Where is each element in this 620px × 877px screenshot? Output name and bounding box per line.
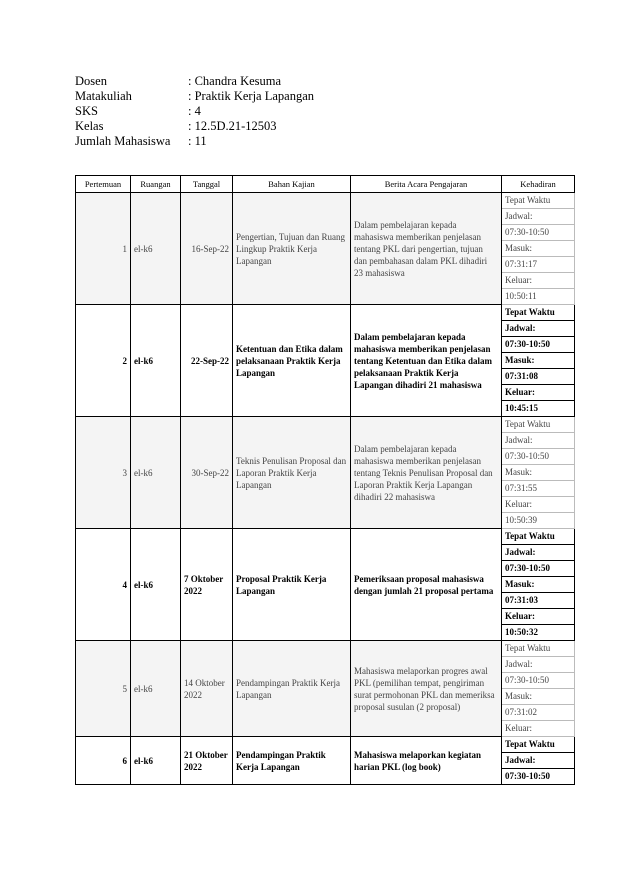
attendance-label: Jadwal:: [502, 209, 575, 225]
attendance-value: 07:30-10:50: [502, 225, 575, 241]
attendance-status: Tepat Waktu: [502, 305, 575, 321]
meeting-number: 2: [76, 305, 131, 417]
attendance-value: 07:31:03: [502, 593, 575, 609]
room: el-k6: [131, 305, 181, 417]
attendance-label: Jadwal:: [502, 753, 575, 769]
table-row: [76, 529, 575, 545]
meeting-number: 4: [76, 529, 131, 641]
room: el-k6: [131, 641, 181, 737]
info-row: [75, 134, 314, 149]
info-label: Kelas: [75, 119, 104, 133]
attendance-label: Masuk:: [502, 465, 575, 481]
table-row: [76, 193, 575, 209]
date: 7 Oktober 2022: [181, 529, 233, 641]
attendance-label: Jadwal:: [502, 545, 575, 561]
topic: Teknis Penulisan Proposal dan Laporan Praktik Kerja Lapangan: [233, 417, 351, 529]
info-value: : 11: [188, 134, 207, 148]
report: Mahasiswa melaporkan kegiatan harian PKL (log book): [351, 737, 502, 785]
attendance-value: 07:30-10:50: [502, 337, 575, 353]
attendance-label: Keluar:: [502, 273, 575, 289]
topic: Ketentuan dan Etika dalam pelaksanaan Praktik Kerja Lapangan: [233, 305, 351, 417]
attendance-status: Tepat Waktu: [502, 529, 575, 545]
info-value: : 4: [188, 104, 201, 118]
info-label: SKS: [75, 104, 98, 118]
report: Pemeriksaan proposal mahasiswa dengan jumlah 21 proposal pertama: [351, 529, 502, 641]
header-ruangan: Ruangan: [131, 176, 181, 193]
report: Dalam pembelajaran kepada mahasiswa memberikan penjelasan tentang Ketentuan dan Etika dalam pelaksanaan Praktik Kerja Lapangan dihadiri 21 mahasiswa: [351, 305, 502, 417]
table-row: [76, 737, 575, 753]
attendance-label: Jadwal:: [502, 657, 575, 673]
attendance-value: 10:50:39: [502, 513, 575, 529]
header-pertemuan: Pertemuan: [76, 176, 131, 193]
room: el-k6: [131, 417, 181, 529]
room: el-k6: [131, 193, 181, 305]
meeting-number: 1: [76, 193, 131, 305]
attendance-status: Tepat Waktu: [502, 193, 575, 209]
room: el-k6: [131, 737, 181, 785]
room: el-k6: [131, 529, 181, 641]
attendance-value: 07:31:55: [502, 481, 575, 497]
attendance-label: Keluar:: [502, 385, 575, 401]
info-value: : Praktik Kerja Lapangan: [188, 89, 314, 103]
attendance-value: 10:50:32: [502, 625, 575, 641]
attendance-label: Masuk:: [502, 577, 575, 593]
attendance-value: 07:30-10:50: [502, 561, 575, 577]
attendance-label: Keluar:: [502, 609, 575, 625]
topic: Pengertian, Tujuan dan Ruang Lingkup Praktik Kerja Lapangan: [233, 193, 351, 305]
report: Dalam pembelajaran kepada mahasiswa memberikan penjelasan tentang PKL dari pengertian, tujuan dan pembahasan dalam PKL dihadiri 23 mahasiswa: [351, 193, 502, 305]
info-row: [75, 104, 314, 119]
table-header: [76, 176, 575, 193]
attendance-label: Masuk:: [502, 241, 575, 257]
attendance-status: Tepat Waktu: [502, 737, 575, 753]
table-row: [76, 641, 575, 657]
attendance-value: 07:30-10:50: [502, 449, 575, 465]
date: 14 Oktober 2022: [181, 641, 233, 737]
meeting-number: 3: [76, 417, 131, 529]
attendance-label: Masuk:: [502, 353, 575, 369]
attendance-table: [75, 175, 575, 785]
attendance-value: 07:31:17: [502, 257, 575, 273]
date: 21 Oktober 2022: [181, 737, 233, 785]
table-row: [76, 417, 575, 433]
attendance-value: 07:31:02: [502, 705, 575, 721]
table-row: [76, 305, 575, 321]
info-row: [75, 119, 314, 134]
header-berita-acara: Berita Acara Pengajaran: [351, 176, 502, 193]
attendance-label: Keluar:: [502, 721, 575, 737]
header-tanggal: Tanggal: [181, 176, 233, 193]
attendance-status: Tepat Waktu: [502, 641, 575, 657]
info-value: : 12.5D.21-12503: [188, 119, 277, 133]
info-label: Jumlah Mahasiswa: [75, 134, 171, 148]
attendance-status: Tepat Waktu: [502, 417, 575, 433]
date: 22-Sep-22: [181, 305, 233, 417]
attendance-value: 07:30-10:50: [502, 769, 575, 785]
attendance-value: 10:50:11: [502, 289, 575, 305]
report: Dalam pembelajaran kepada mahasiswa memberikan penjelasan tentang Teknis Penulisan Proposal dan Laporan Praktik Kerja Lapangan dihadiri 22 mahasiswa: [351, 417, 502, 529]
info-value: : Chandra Kesuma: [188, 74, 282, 88]
header-bahan-kajian: Bahan Kajian: [233, 176, 351, 193]
attendance-label: Keluar:: [502, 497, 575, 513]
info-row: [75, 89, 314, 104]
attendance-label: Masuk:: [502, 689, 575, 705]
meeting-number: 6: [76, 737, 131, 785]
attendance-label: Jadwal:: [502, 433, 575, 449]
date: 30-Sep-22: [181, 417, 233, 529]
info-row: [75, 74, 314, 89]
info-label: Dosen: [75, 74, 107, 88]
header-kehadiran: Kehadiran: [502, 176, 575, 193]
attendance-value: 10:45:15: [502, 401, 575, 417]
date: 16-Sep-22: [181, 193, 233, 305]
info-label: Matakuliah: [75, 89, 132, 103]
attendance-label: Jadwal:: [502, 321, 575, 337]
attendance-value: 07:30-10:50: [502, 673, 575, 689]
course-info: [75, 74, 314, 149]
topic: Proposal Praktik Kerja Lapangan: [233, 529, 351, 641]
attendance-value: 07:31:08: [502, 369, 575, 385]
meeting-number: 5: [76, 641, 131, 737]
topic: Pendampingan Praktik Kerja Lapangan: [233, 737, 351, 785]
topic: Pendampingan Praktik Kerja Lapangan: [233, 641, 351, 737]
report: Mahasiswa melaporkan progres awal PKL (pemilihan tempat, pengiriman surat permohonan PKL dan memeriksa proposal susulan (2 proposal): [351, 641, 502, 737]
